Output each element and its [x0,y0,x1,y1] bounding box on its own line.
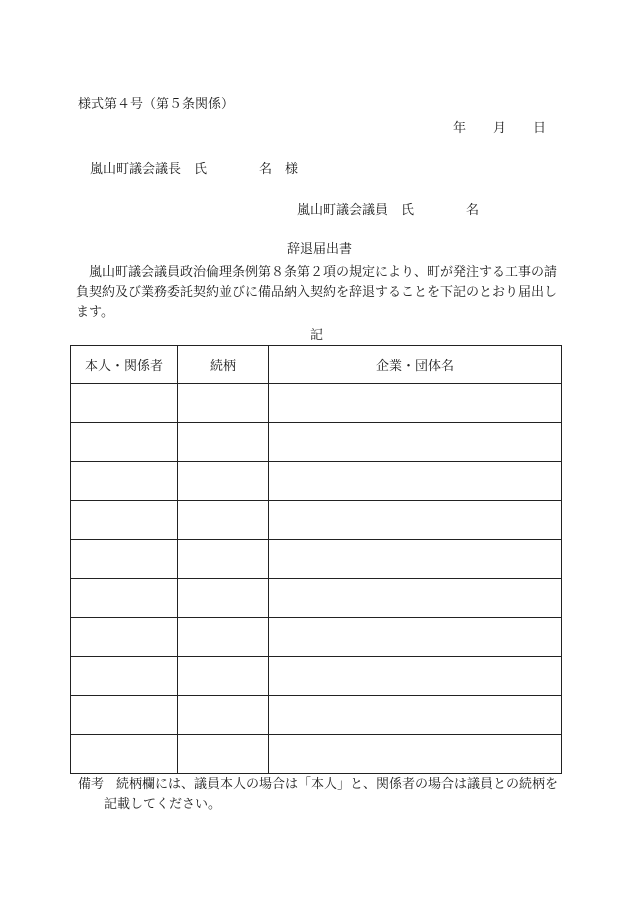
date-line [453,121,546,137]
document-title: 辞退届出書 [287,242,353,257]
cell-relationship[interactable] [178,696,269,735]
cell-relationship[interactable] [178,384,269,423]
cell-company[interactable] [269,579,562,618]
cell-company[interactable] [269,618,562,657]
cell-relationship[interactable] [178,423,269,462]
cell-relationship[interactable] [178,657,269,696]
header-company: 企業・団体名 [269,346,562,384]
cell-person[interactable] [71,540,178,579]
table-row [71,501,562,540]
cell-company[interactable] [269,735,562,774]
header-relationship: 続柄 [178,346,269,384]
cell-person[interactable] [71,657,178,696]
table-header-row [71,346,562,384]
date-day: 日 [533,121,547,136]
cell-company[interactable] [269,657,562,696]
table-row [71,579,562,618]
date-month: 月 [493,121,507,136]
table-row [71,462,562,501]
table-row [71,540,562,579]
cell-company[interactable] [269,540,562,579]
ki-heading: 記 [310,328,324,343]
cell-person[interactable] [71,423,178,462]
cell-person[interactable] [71,579,178,618]
table-row [71,384,562,423]
sender: 嵐山町議会議員 氏 名 [297,203,480,218]
remarks-line1: 続柄欄には、議員本人の場合は「本人」と、関係者の場合は議員との続柄を [116,777,559,792]
form-number: 様式第４号（第５条関係） [78,97,235,112]
date-year: 年 [453,121,467,136]
cell-person[interactable] [71,696,178,735]
table-row [71,618,562,657]
cell-person[interactable] [71,735,178,774]
table-row [71,657,562,696]
header-person: 本人・関係者 [71,346,178,384]
table-row [71,696,562,735]
cell-relationship[interactable] [178,618,269,657]
remarks-label: 備考 [78,777,105,792]
table-row [71,735,562,774]
remarks [78,775,568,815]
table-row [71,423,562,462]
record-table [70,345,562,774]
cell-company[interactable] [269,501,562,540]
table-body [71,384,562,774]
cell-relationship[interactable] [178,462,269,501]
cell-person[interactable] [71,384,178,423]
cell-person[interactable] [71,501,178,540]
cell-person[interactable] [71,462,178,501]
cell-relationship[interactable] [178,540,269,579]
cell-relationship[interactable] [178,579,269,618]
cell-relationship[interactable] [178,501,269,540]
body-text: 嵐山町議会議員政治倫理条例第８条第２項の規定により、町が発注する工事の請負契約及び業務委託契約並びに備品納入契約を辞退することを下記のとおり届出します。 [76,265,558,320]
cell-person[interactable] [71,618,178,657]
cell-company[interactable] [269,423,562,462]
addressee: 嵐山町議会議長 氏 名 様 [90,162,299,177]
remarks-line2: 記載してください。 [104,797,222,812]
cell-company[interactable] [269,696,562,735]
cell-company[interactable] [269,462,562,501]
cell-relationship[interactable] [178,735,269,774]
cell-company[interactable] [269,384,562,423]
